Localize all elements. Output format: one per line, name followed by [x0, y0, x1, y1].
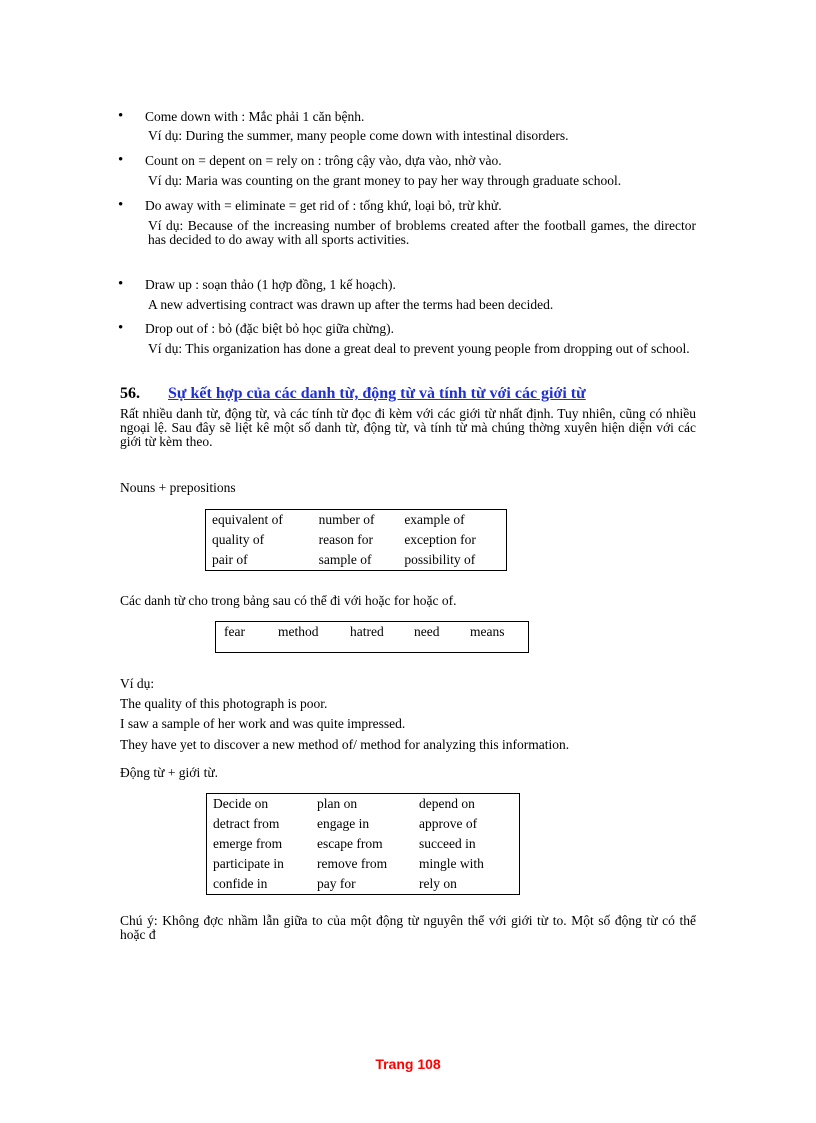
table-cell: pay for [317, 876, 356, 891]
table-cell: succeed in [419, 836, 476, 851]
section-number: 56. [120, 385, 140, 402]
section-intro: Rất nhiều danh từ, động từ, và các tính từ đọc đi kèm với các giới từ nhất định. Tuy nhiên, cũng có nhiều ngoại lệ. Sau đây sẽ liệt kê một số danh từ, động từ, và tính từ mà chúng thờng xuyên hiện diện với các giới từ kèm theo. [120, 406, 696, 449]
table-cell: Decide on [213, 796, 269, 811]
table-cell: need [414, 624, 440, 639]
table-cell: equivalent of [212, 512, 283, 527]
table-cell: pair of [212, 552, 248, 567]
bullet-example: Ví dụ: During the summer, many people come down with intestinal disorders. [148, 128, 569, 143]
bullet-term: Count on = depent on = rely on : trông cậy vào, dựa vào, nhờ vào. [145, 153, 502, 168]
table-cell: engage in [317, 816, 370, 831]
table-cell: exception for [404, 532, 476, 547]
table-cell: quality of [212, 532, 265, 547]
table-cell: fear [224, 624, 245, 639]
table-cell: sample of [318, 552, 372, 567]
table-cell: number of [318, 512, 375, 527]
bullet-example: A new advertising contract was drawn up after the terms had been decided. [148, 297, 554, 312]
bullet-term: Draw up : soạn thảo (1 hợp đồng, 1 kế hoạch). [145, 277, 396, 292]
page-number: Trang 108 [375, 1056, 441, 1072]
table-cell: confide in [213, 876, 268, 891]
verbs-label: Động từ + giới từ. [120, 765, 219, 780]
table-cell: remove from [317, 856, 388, 871]
bullet-dot: • [118, 276, 124, 292]
example-sentence: I saw a sample of her work and was quite impressed. [120, 716, 406, 731]
example-sentence: The quality of this photograph is poor. [120, 696, 328, 711]
for-of-table [215, 621, 529, 653]
table-row [207, 794, 520, 815]
bullet-dot: • [118, 320, 124, 336]
bullet-example: Ví dụ: This organization has done a great deal to prevent young people from dropping out of school. [148, 341, 690, 356]
nouns-label: Nouns + prepositions [120, 480, 236, 495]
example-sentence: They have yet to discover a new method of/ method for analyzing this information. [120, 737, 570, 752]
table-cell: method [278, 624, 319, 639]
verbs-table [206, 793, 520, 895]
bullet-dot: • [118, 108, 124, 124]
table-row [206, 510, 507, 531]
table-cell: detract from [213, 816, 280, 831]
table-row [206, 530, 507, 550]
section-title: Sự kết hợp của các danh từ, động từ và tính từ với các giới từ [168, 385, 586, 402]
table-row [207, 834, 520, 854]
bullet-dot: • [118, 152, 124, 168]
table-cell: means [470, 624, 505, 639]
table-row [216, 622, 529, 653]
bullet-term: Drop out of : bỏ (đặc biệt bỏ học giữa chừng). [145, 321, 394, 336]
table-cell: reason for [318, 532, 373, 547]
bullet-example: Ví dụ: Maria was counting on the grant money to pay her way through graduate school. [148, 173, 622, 188]
table-cell: mingle with [419, 856, 484, 871]
examples-label: Ví dụ: [120, 676, 155, 691]
nouns-table [205, 509, 507, 571]
table-cell: escape from [317, 836, 383, 851]
table-row [207, 854, 520, 874]
table-cell: approve of [419, 816, 478, 831]
table-cell: possibility of [404, 552, 476, 567]
table-cell: participate in [213, 856, 284, 871]
bullet-term: Come down with : Mắc phải 1 căn bệnh. [145, 109, 365, 124]
bullet-dot: • [118, 197, 124, 213]
table-row [206, 550, 507, 571]
table-row [207, 874, 520, 895]
table-cell: depend on [419, 796, 475, 811]
table-cell: hatred [350, 624, 384, 639]
table-cell: emerge from [213, 836, 283, 851]
bullet-term: Do away with = eliminate = get rid of : tống khứ, loại bỏ, trừ khử. [145, 198, 502, 213]
note-paragraph: Chú ý: Không đợc nhầm lẫn giữa to của một động từ nguyên thể với giới từ to. Một số động từ có thể hoặc đ [120, 913, 696, 942]
table-cell: example of [404, 512, 465, 527]
bullet-example: Ví dụ: Because of the increasing number of broblems created after the football games, the director has decided to do away with all sports activities. [148, 218, 696, 247]
table-row [207, 814, 520, 834]
table-cell: plan on [317, 796, 358, 811]
table-cell: rely on [419, 876, 457, 891]
for-of-note: Các danh từ cho trong bảng sau có thể đi với hoặc for hoặc of. [120, 593, 457, 608]
